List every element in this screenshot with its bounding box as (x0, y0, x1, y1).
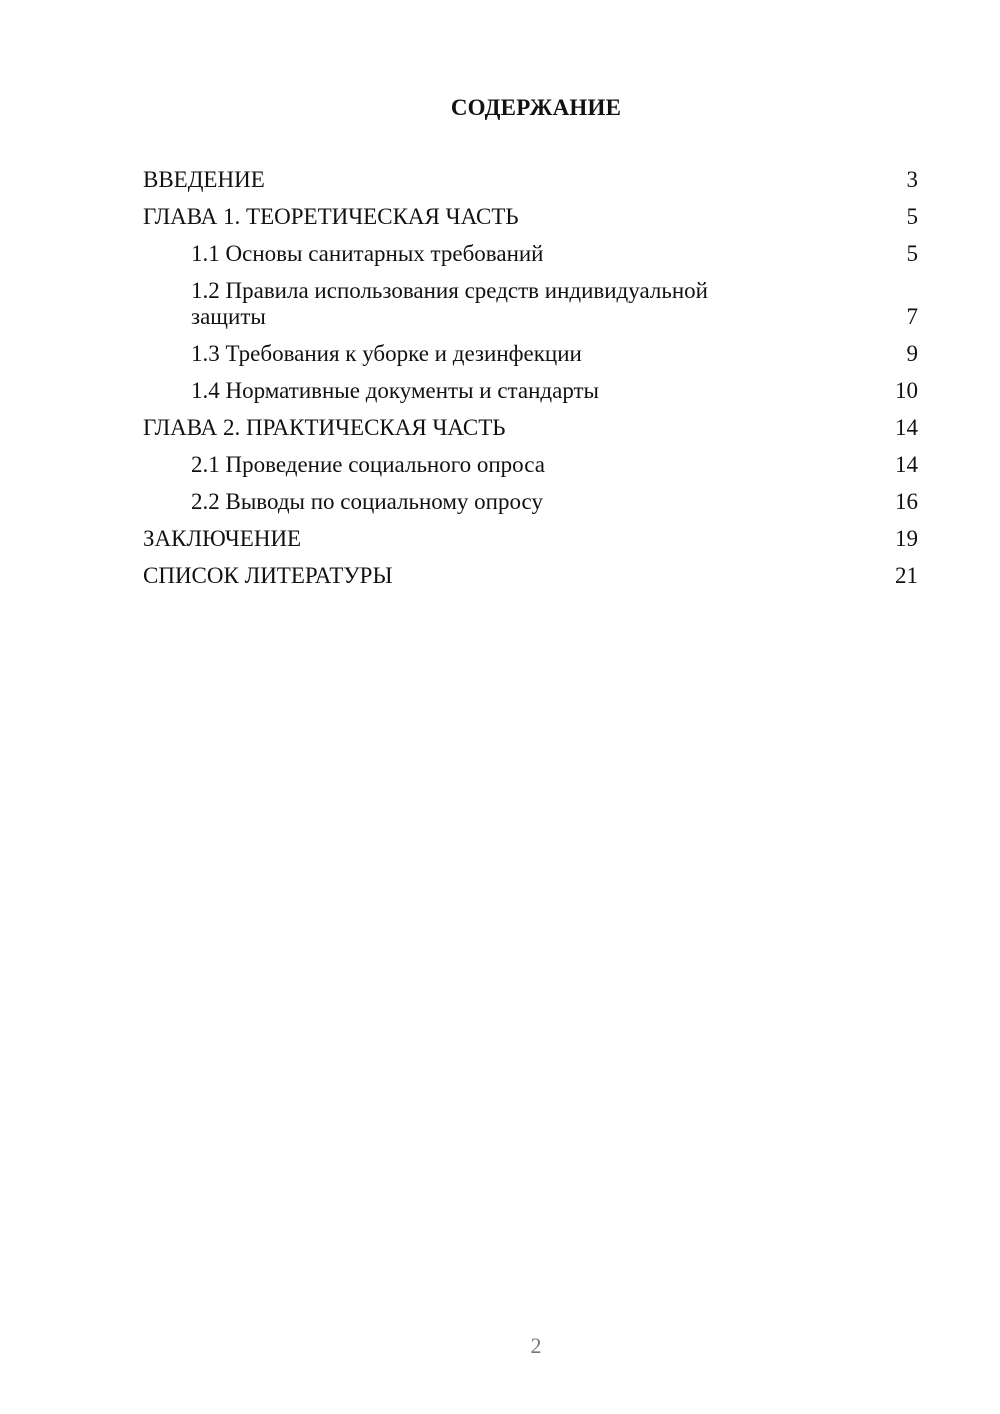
toc-entry-section-1-3[interactable] (143, 341, 918, 367)
toc-entry-page: 3 (906, 167, 918, 192)
toc-entry-label: ГЛАВА 1. ТЕОРЕТИЧЕСКАЯ ЧАСТЬ (143, 204, 519, 229)
toc-entry-label: 1.4 Нормативные документы и стандарты (191, 378, 600, 403)
toc-entry-label: ВВЕДЕНИЕ (143, 167, 265, 192)
toc-entry-label: 2.2 Выводы по социальному опросу (191, 489, 543, 514)
toc-entry-section-1-2[interactable] (143, 278, 918, 330)
toc-entry-label: ГЛАВА 2. ПРАКТИЧЕСКАЯ ЧАСТЬ (143, 415, 506, 440)
toc-title: СОДЕРЖАНИЕ (450, 95, 622, 120)
toc-entry-label: 2.1 Проведение социального опроса (191, 452, 545, 477)
page-number: 2 (530, 1333, 542, 1358)
toc-entry-label: 1.3 Требования к уборке и дезинфекции (191, 341, 582, 366)
toc-entry-label: 1.1 Основы санитарных требований (191, 241, 544, 266)
toc-entry-label: СПИСОК ЛИТЕРАТУРЫ (143, 563, 393, 588)
toc-entry-page: 21 (895, 563, 918, 588)
toc-entry-section-1-4[interactable] (143, 378, 918, 404)
toc-entry-page: 5 (906, 241, 918, 266)
toc-entry-section-2-1[interactable] (143, 452, 918, 478)
toc-entry-introduction[interactable] (143, 167, 918, 193)
toc-entry-page: 10 (895, 378, 918, 403)
toc-entry-page: 14 (895, 452, 918, 477)
toc-entry-page: 9 (906, 341, 918, 366)
table-of-contents (143, 167, 918, 600)
toc-entry-chapter-2[interactable] (143, 415, 918, 441)
toc-entry-chapter-1[interactable] (143, 204, 918, 230)
toc-entry-page: 14 (895, 415, 918, 440)
toc-entry-label: 1.2 Правила использования средств индивидуальной защиты (191, 278, 708, 329)
toc-entry-conclusion[interactable] (143, 526, 918, 552)
toc-entry-bibliography[interactable] (143, 563, 918, 589)
toc-entry-section-2-2[interactable] (143, 489, 918, 515)
toc-entry-section-1-1[interactable] (143, 241, 918, 267)
toc-entry-page: 16 (895, 489, 918, 514)
toc-entry-label: ЗАКЛЮЧЕНИЕ (143, 526, 302, 551)
toc-entry-page: 19 (895, 526, 918, 551)
toc-entry-page: 5 (906, 204, 918, 229)
toc-entry-page: 7 (906, 304, 918, 329)
